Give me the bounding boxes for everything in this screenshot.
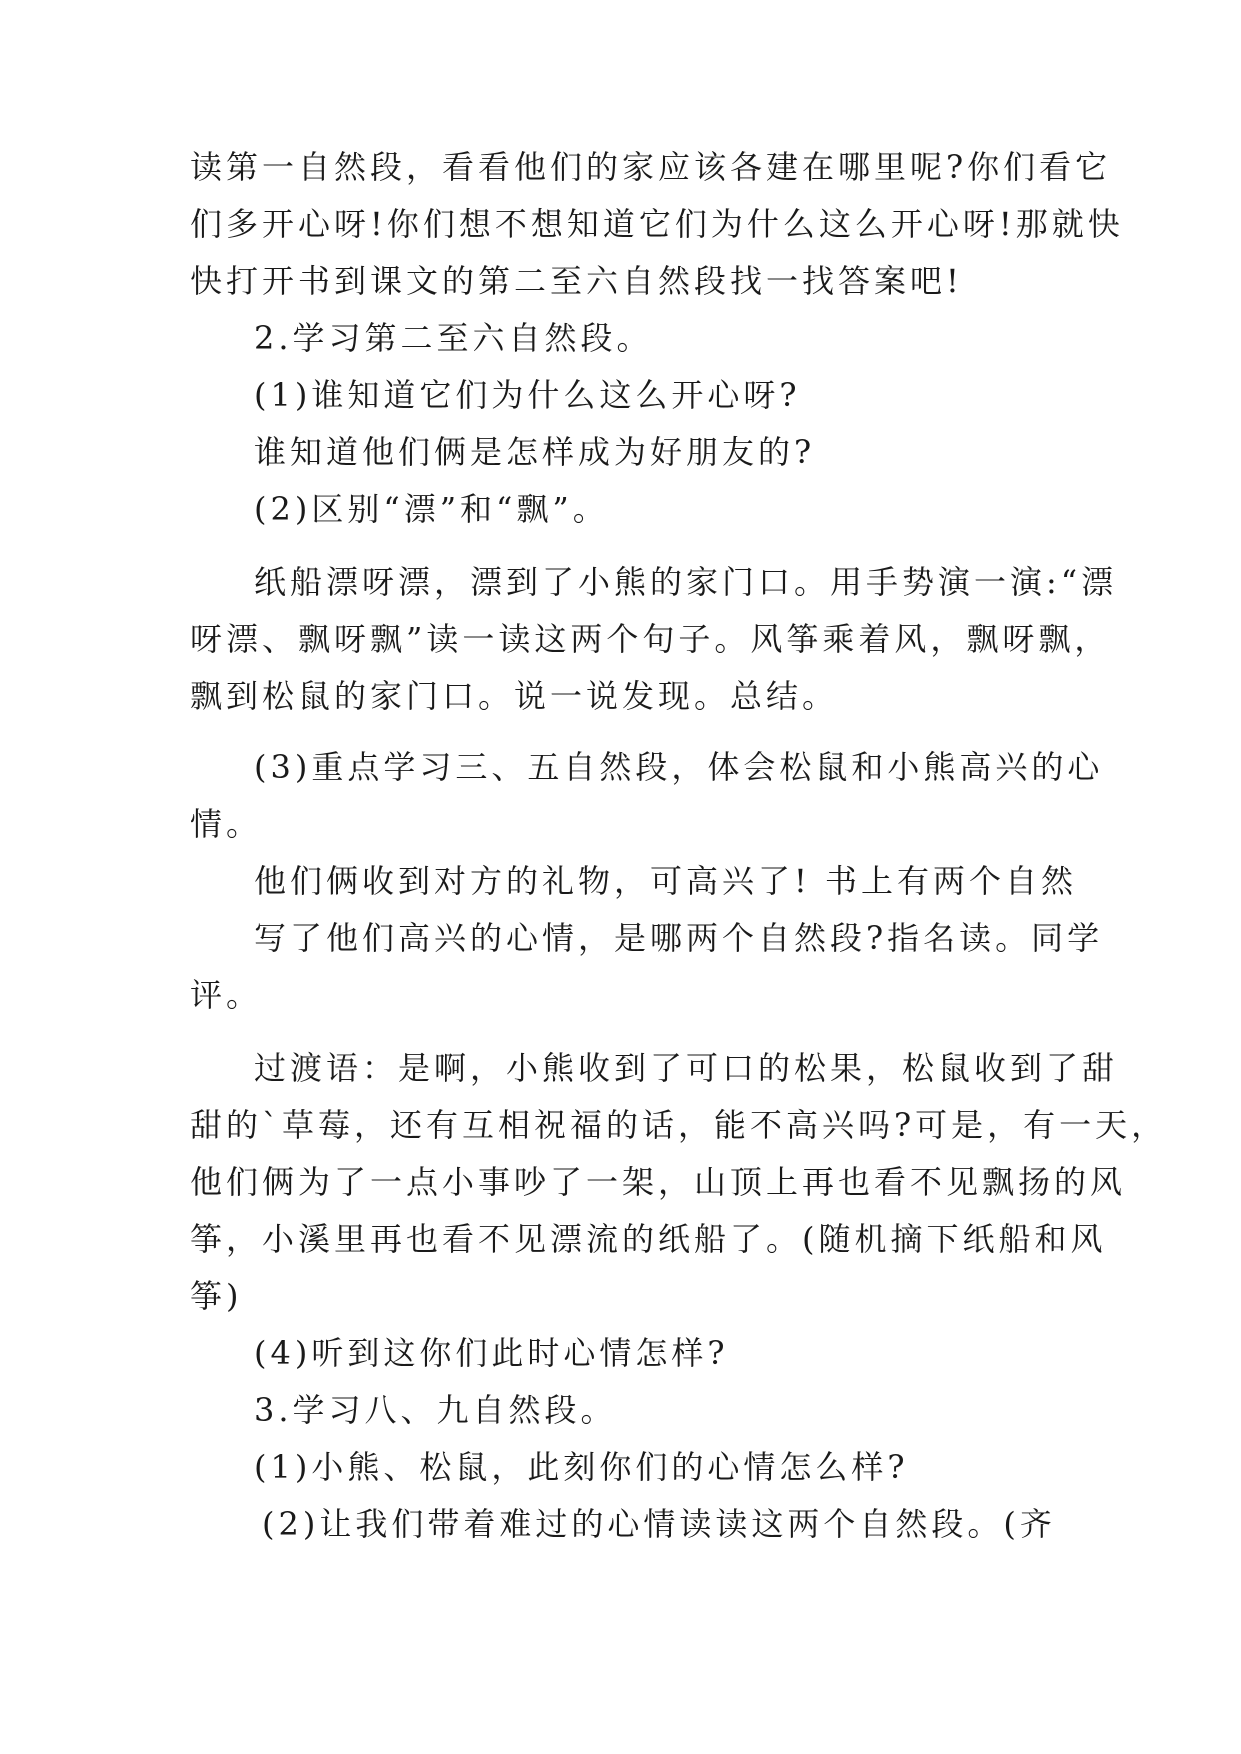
paragraph-line: 筝) xyxy=(190,1277,243,1315)
paragraph-line: 甜的`草莓，还有互相祝福的话，能不高兴吗?可是，有一天， xyxy=(190,1106,1168,1144)
paragraph-line: (3)重点学习三、五自然段，体会松鼠和小熊高兴的心 xyxy=(254,748,1104,786)
paragraph-line: 2.学习第二至六自然段。 xyxy=(254,319,653,357)
paragraph-line: (2)区别“漂”和“飘”。 xyxy=(254,490,609,528)
paragraph-line: 评。 xyxy=(190,976,263,1014)
paragraph-line: 们多开心呀!你们想不想知道它们为什么这么开心呀!那就快 xyxy=(190,205,1124,243)
paragraph-line: (2)让我们带着难过的心情读读这两个自然段。(齐 xyxy=(262,1505,1056,1543)
paragraph-line: 快打开书到课文的第二至六自然段找一找答案吧! xyxy=(190,262,963,300)
paragraph-line: 写了他们高兴的心情，是哪两个自然段?指名读。同学 xyxy=(254,919,1104,957)
paragraph-line: (1)谁知道它们为什么这么开心呀? xyxy=(254,376,801,414)
paragraph-line: 读第一自然段，看看他们的家应该各建在哪里呢?你们看它 xyxy=(190,148,1112,186)
paragraph-line: 3.学习八、九自然段。 xyxy=(254,1391,617,1429)
paragraph-line: 飘到松鼠的家门口。说一说发现。总结。 xyxy=(190,677,839,715)
paragraph-line: 过渡语：是啊，小熊收到了可口的松果，松鼠收到了甜 xyxy=(254,1049,1119,1087)
paragraph-line: (4)听到这你们此时心情怎样? xyxy=(254,1334,729,1372)
paragraph-line: 情。 xyxy=(190,805,263,843)
paragraph-line: 他们俩为了一点小事吵了一架，山顶上再也看不见飘扬的风 xyxy=(190,1163,1127,1201)
paragraph-line: 谁知道他们俩是怎样成为好朋友的? xyxy=(254,433,816,471)
paragraph-line: 呀漂、飘呀飘”读一读这两个句子。风筝乘着风，飘呀飘， xyxy=(190,620,1111,658)
paragraph-line: 纸船漂呀漂，漂到了小熊的家门口。用手势演一演:“漂 xyxy=(254,563,1118,601)
paragraph-line: 筝，小溪里再也看不见漂流的纸船了。(随机摘下纸船和风 xyxy=(190,1220,1107,1258)
paragraph-line: (1)小熊、松鼠，此刻你们的心情怎么样? xyxy=(254,1448,909,1486)
paragraph-line: 他们俩收到对方的礼物，可高兴了! 书上有两个自然 xyxy=(254,862,1078,900)
